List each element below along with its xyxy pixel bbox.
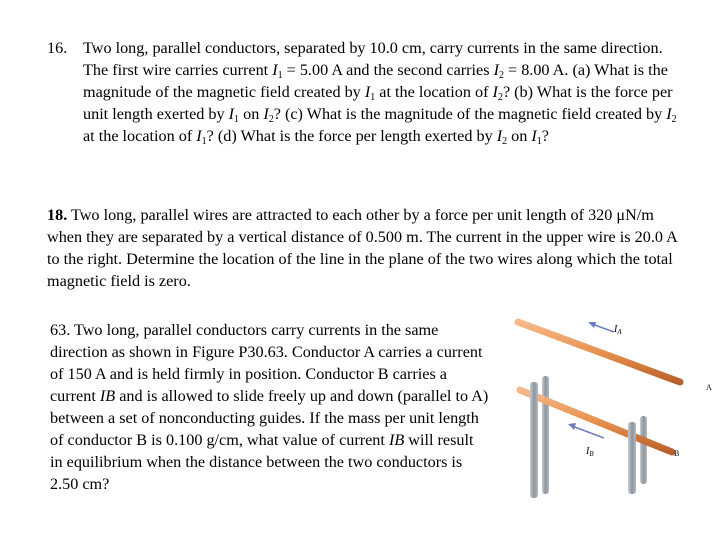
guide-front-left (530, 382, 538, 498)
current-a-arrow (588, 322, 614, 332)
guide-back-right (640, 416, 647, 484)
problem-18 (47, 204, 677, 292)
conductor-a (518, 322, 680, 382)
problem-18-number: 18. (47, 206, 68, 224)
problem-18-text: Two long, parallel wires are attracted to each other by a force per unit length of 320 μN/m when they are separated by a vertical distance of 0.500 m. The current in the upper wire is 20.0 A to the right. Determine the location of the line in the plane of the two wires along which the total magnetic field is zero. (47, 206, 677, 290)
problem-16-text: Two long, parallel conductors, separated by 10.0 cm, carry currents in the same direction. The first wire carries current $I_1 = 5.00$ A and the second carries $I_2 = 8.00$ A. (a) What is the magnitude of the magnetic field created by $I_1$ at the location of $I_2$? (b) What is the force per unit length exerted by $I_1$ on $I_2$? (c) What is the magnitude of the magnetic field created by $I_2$ at the location of $I_1$? (d) What is the force per length exerted by $I_2$ on $I_1$? (83, 39, 677, 147)
label-ib: $I_B$ (586, 446, 594, 458)
label-a: A (706, 383, 712, 392)
label-b: B (674, 449, 680, 458)
label-ia: $I_A$ (614, 324, 622, 336)
guide-back-left (542, 376, 549, 494)
guide-front-right (628, 422, 636, 494)
problem-63: 63. Two long, parallel conductors carry currents in the same direction as shown in Figure P30.63. Conductor A carries a current of 150 A and is held firmly in position. Conductor B carries a current IB and is allowed to slide freely up and down (parallel to A) between a set of nonconducting guides. If the mass per unit length of conductor B is 0.100 g/cm, what value of current IB will result in equilibrium when the distance between the two conductors is 2.50 cm? (50, 321, 489, 493)
figure-p30-63 (510, 310, 720, 500)
problem-16-number: 16. (47, 39, 68, 57)
problem-16 (47, 37, 677, 147)
